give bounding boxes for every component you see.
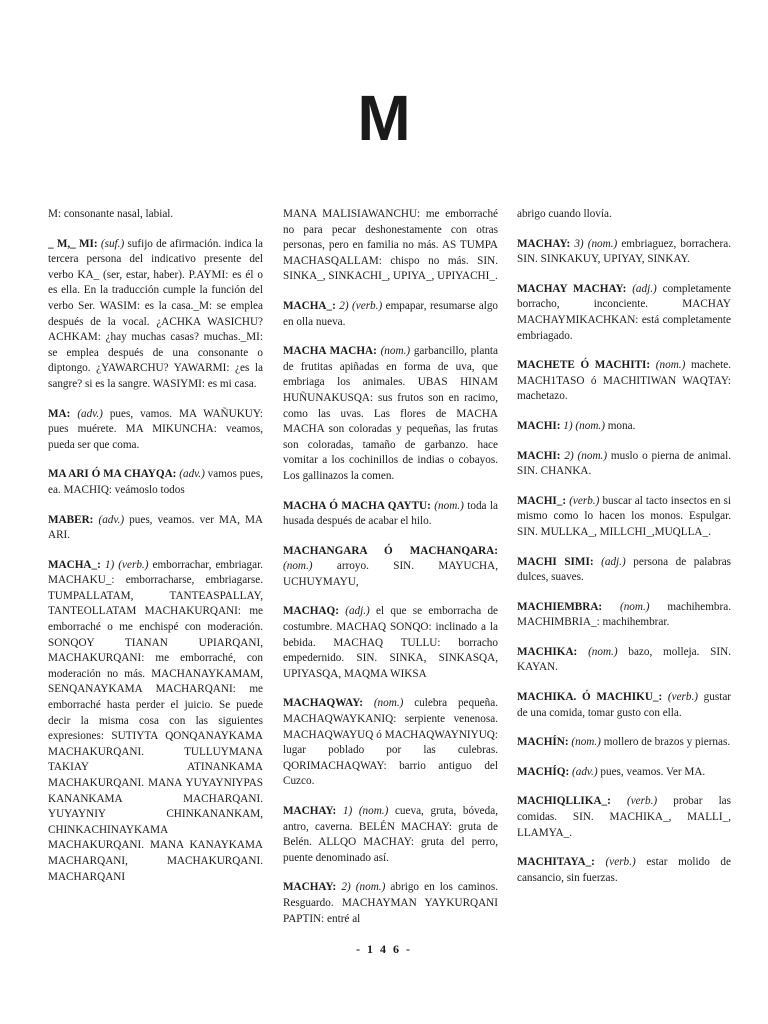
- entry-definition: arroyo. SIN. MAYUCHA, UCHUYMAYU,: [283, 560, 498, 588]
- entry-grammar-tag: (adv.): [179, 468, 205, 481]
- entry-headword: MACHI_:: [517, 494, 567, 507]
- entry-definition: probar las comidas. SIN. MACHIKA_, MALLI_, LLAMYA_.: [517, 795, 731, 839]
- entry-grammar-tag: (adv.): [98, 513, 125, 526]
- entry-headword: _ M,_ MI:: [48, 237, 98, 250]
- entry-headword: MACHIKA:: [517, 645, 578, 658]
- entry-grammar-tag: (adv.): [572, 765, 598, 778]
- dictionary-entry: [517, 794, 731, 841]
- entry-headword: MACHETE Ó MACHITI:: [517, 359, 651, 372]
- dictionary-entry: [517, 855, 731, 886]
- entry-definition: machete. MACH1TASO ó MACHITIWAN WAQTAY: machetazo.: [517, 359, 732, 403]
- dictionary-entry: [48, 467, 263, 498]
- dictionary-entry: [517, 449, 731, 480]
- entry-definition: pues, vamos. MA WAÑUKUY: pues muérete. MA MIKUNCHA: veamos, pueda ser que coma.: [48, 407, 264, 451]
- entry-definition: mollero de brazos y piernas.: [603, 736, 731, 749]
- entry-grammar-tag: (adj.): [345, 605, 370, 618]
- entry-grammar-tag: (suf.): [100, 237, 125, 250]
- entry-headword: MACHA MACHA:: [283, 345, 377, 358]
- entry-grammar-tag: (adj.): [632, 282, 657, 295]
- dictionary-entry: [48, 207, 263, 223]
- entry-grammar-tag: (adv.): [77, 407, 103, 420]
- dictionary-entry: [517, 690, 731, 721]
- entry-definition: mona.: [607, 419, 636, 432]
- entry-grammar-tag: (verb.): [605, 856, 636, 869]
- entry-definition: abrigo en los caminos. Resguardo. MACHAYMAN YAYKURQANI PAPTIN: entré al: [283, 881, 499, 925]
- dictionary-entry: [517, 494, 731, 541]
- entry-grammar-tag: 2) (nom.): [564, 449, 608, 462]
- dictionary-entry: [517, 237, 731, 268]
- entry-grammar-tag: 2) (verb.): [339, 299, 383, 312]
- column-1: [48, 207, 263, 899]
- entry-headword: MACHAY MACHAY:: [517, 282, 627, 295]
- dictionary-entry: [517, 282, 731, 344]
- dictionary-entry: [48, 237, 263, 393]
- entry-headword: MACHITAYA_:: [517, 856, 595, 869]
- entry-definition: el que se emborracha de costumbre. MACHAQ SONQO: inclinado a la bebida. MACHAQ TULLU: borracho empedernido. SIN. SINKA, SINKASQA, UPIYASQA, MAQMA WIKSA: [283, 605, 499, 680]
- dictionary-entry: [283, 696, 498, 790]
- entry-definition: embriaguez, borrachera. SIN. SINKAKUY, UPIYAY, SINKAY.: [517, 237, 731, 266]
- entry-grammar-tag: (verb.): [626, 795, 658, 808]
- dictionary-entry: [517, 765, 731, 781]
- entry-grammar-tag: (nom.): [380, 345, 411, 358]
- entry-headword: MABER:: [48, 513, 94, 526]
- entry-grammar-tag: 1) (verb.): [104, 558, 149, 571]
- entry-definition: toda la husada después de acabar el hilo.: [283, 499, 499, 528]
- dictionary-entry: [517, 735, 731, 751]
- entry-definition: MANA MALISIAWANCHU: me emborraché no para pecar deshonestamente con otras personas, pero en familia no más. AS TUMPA MACHASQALLAM: chispo no más. SIN. SINKA_, SINKACHI_, UPIYA_, UPIYACHI_.: [283, 208, 498, 283]
- entry-grammar-tag: (nom.): [655, 359, 686, 372]
- dictionary-entry: [283, 544, 498, 591]
- column-3: [517, 207, 731, 900]
- entry-headword: MACHIKA. Ó MACHIKU_:: [517, 691, 663, 704]
- entry-definition: cueva, gruta, bóveda, antro, caverna. BELÉN MACHAY: gruta de Belén. ALLQO MACHAY: gruta del perro, puente denominado así.: [283, 805, 498, 864]
- dictionary-entry: [517, 555, 731, 586]
- entry-definition: M: consonante nasal, labial.: [48, 208, 174, 220]
- entry-grammar-tag: 1) (nom.): [342, 805, 389, 817]
- entry-grammar-tag: 3) (nom.): [574, 237, 618, 250]
- entry-definition: estar molido de cansancio, sin fuerzas.: [517, 856, 731, 884]
- dictionary-entry: [48, 513, 263, 544]
- entry-definition: emborrachar, embriagar. MACHAKU_: emborracharse, embriagarse. TUMPALLATAM, TANTEASPALLAY, TANTEOLLATAM MACHAKURQANI: me emborraché o me enchispé con moderación. SONQOY TIANAN UPIARQANI, MACHAKURQANI: me emborraché, con moderación no más. MACHANAYKAMAM, SENQANAYKAMA MACHARQANI: me emborraché hasta perder el juicio. Se puede decir la misma cosa con las siguientes expresiones: SUTIYTA QONQANAYKAMA MACHAKURQANI. TULLUYMANA TAKIAY ATINANKAMA MACHAKURQANI. MANA YUYAYNIYPAS KANANKAMA MACHARQANI. YUYAYNIY CHINKANANKAM, CHINKACHINAYKAMA MACHAKURQANI. MANA KANAYKAMA MACHARQANI, MACHAKURQANI. MACHARQANI: [48, 558, 263, 883]
- dictionary-entry: [48, 558, 263, 885]
- page-letter-heading: M: [357, 82, 411, 154]
- dictionary-entry: [283, 880, 498, 927]
- dictionary-entry: [517, 645, 731, 676]
- entry-headword: MACHÍQ:: [517, 765, 570, 778]
- entry-grammar-tag: 1) (nom.): [563, 419, 605, 432]
- entry-definition: bazo, molleja. SIN. KAYAN.: [517, 645, 732, 674]
- entry-headword: MACHÍN:: [517, 736, 569, 749]
- entry-definition: sufijo de afirmación. indica la tercera persona del indicativo presente del verbo KA_ (ser, estar, haber). P.AYMI: es él o es ella. En la traducción cumple la función del verbo Ser. WASIM: es la casa._M: se emplea después de la vocal. ¿ACHKA WASICHU? ACHKAM: ¿hay muchas casas? muchas._MI: se emplea después de una consonante o diptongo. ¿YAWARCHU? YAWARMI: ¿es la sangre? si es la sangre. WASIYMI: es mi casa.: [48, 237, 264, 390]
- dictionary-entry: [283, 604, 498, 682]
- dictionary-entry: [283, 344, 498, 484]
- entry-definition: buscar al tacto insectos en si mismo como lo hacen los monos. Espulgar. SIN. MULLKA_, MILLCHI_,MUQLLA_.: [517, 494, 732, 538]
- entry-grammar-tag: 2) (nom.): [341, 881, 386, 894]
- entry-definition: persona de palabras dulces, suaves.: [517, 555, 732, 584]
- entry-grammar-tag: (nom.): [283, 560, 313, 573]
- entry-headword: MACHI SIMI:: [517, 555, 594, 568]
- entry-definition: empapar, resumarse algo en olla nueva.: [283, 299, 499, 328]
- entry-headword: MA ARI Ó MA CHAYQA:: [48, 468, 177, 481]
- entry-grammar-tag: (nom.): [571, 736, 601, 749]
- dictionary-entry: [517, 419, 731, 435]
- column-2: [283, 207, 498, 941]
- entry-definition: completamente borracho, inconciente. MACHAY MACHAYMIKACHKAN: está completamente embriagado.: [517, 282, 731, 342]
- entry-definition: muslo o pierna de animal. SIN. CHANKA.: [517, 449, 732, 478]
- entry-grammar-tag: (nom.): [373, 697, 404, 710]
- entry-definition: garbancillo, planta de frutitas apiñadas en forma de uva, que embriaga los animales. UBAS HINAM HUÑUNAKUSQA: sus frutos son en racimo, como las uvas. Las flores de MACHA MACHA son coloradas y pequeñas, las frutas son coloradas, tamaño de garbanzo. hace vomitar a los cochinillos de indias o cobayos. Los gallinazos la comen.: [283, 345, 499, 482]
- entry-grammar-tag: (nom.): [434, 499, 464, 512]
- page-number: - 1 4 6 -: [356, 942, 412, 956]
- entry-headword: MACHAY:: [283, 881, 337, 894]
- entry-headword: MACHAQWAY:: [283, 697, 363, 710]
- entry-grammar-tag: (nom.): [619, 600, 650, 613]
- entry-headword: MACHI:: [517, 419, 561, 432]
- entry-definition: machihembra. MACHIMBRIA_: machihembrar.: [517, 600, 732, 629]
- entry-headword: MACHA Ó MACHA QAYTU:: [283, 499, 431, 512]
- dictionary-entry: [283, 299, 498, 330]
- entry-headword: MACHAY:: [283, 805, 337, 817]
- entry-grammar-tag: (verb.): [569, 494, 600, 507]
- entry-grammar-tag: (verb.): [667, 691, 699, 704]
- entry-headword: MACHANGARA Ó MACHANQARA:: [283, 544, 498, 557]
- entry-headword: MACHIEMBRA:: [517, 600, 603, 613]
- entry-headword: MACHA_:: [283, 299, 336, 312]
- dictionary-entry: [517, 207, 731, 223]
- dictionary-entry: [283, 499, 498, 530]
- dictionary-entry: [283, 804, 498, 866]
- dictionary-entry: [517, 600, 731, 631]
- entry-definition: gustar de una comida, tomar gusto con ella.: [517, 691, 732, 719]
- dictionary-entry: [48, 407, 263, 454]
- entry-definition: abrigo cuando llovía.: [517, 208, 612, 220]
- dictionary-entry: [517, 358, 731, 405]
- entry-definition: pues, veamos. ver MA, MA ARI.: [48, 513, 263, 542]
- entry-headword: MACHIQLLIKA_:: [517, 795, 611, 808]
- entry-headword: MACHA_:: [48, 558, 101, 571]
- entry-definition: culebra pequeña. MACHAQWAYKANIQ: serpiente venenosa. MACHAQWAYUQ ó MACHAQWAYNIYUQ: lugar poblado por las culebras. QORIMACHAQWAY: barrio antiguo del Cuzco.: [283, 697, 499, 788]
- entry-headword: MACHAQ:: [283, 605, 339, 618]
- entry-headword: MACHAY:: [517, 237, 571, 250]
- entry-headword: MACHI:: [517, 449, 561, 462]
- dictionary-entry: [283, 207, 498, 285]
- entry-definition: vamos pues, ea. MACHIQ: veámoslo todos: [48, 468, 264, 496]
- entry-definition: pues, veamos. Ver MA.: [600, 765, 706, 778]
- entry-grammar-tag: (adj.): [601, 555, 626, 568]
- entry-grammar-tag: (nom.): [588, 645, 618, 658]
- entry-headword: MA:: [48, 407, 71, 420]
